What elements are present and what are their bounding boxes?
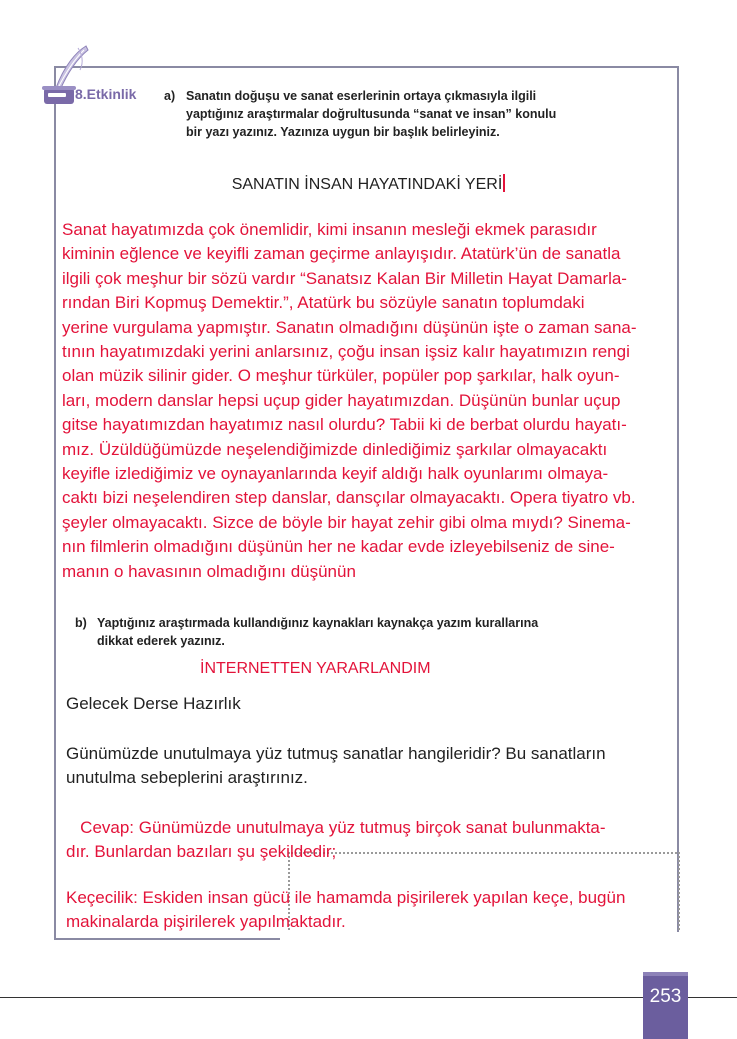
- essay-line: nın filmlerin olmadığını düşünün her ne kadar evde izleyebilseniz de sine-: [62, 537, 615, 557]
- essay-line: olan müzik silinir gider. O meşhur türküler, popüler pop şarkılar, halk oyun-: [62, 366, 620, 386]
- footer-rule: [0, 997, 737, 998]
- instruction-line: dikkat ederek yazınız.: [97, 634, 225, 648]
- instruction-line: bir yazı yazınız. Yazınıza uygun bir başlık belirleyiniz.: [186, 125, 500, 139]
- frame-gap: [280, 932, 690, 946]
- prep-question: [66, 742, 686, 790]
- essay-line: rından Biri Kopmuş Demektir.”, Atatürk bu sözüyle sanatın toplumdaki: [62, 293, 585, 313]
- essay-line: tının hayatımızdaki yerini anlarsınız, çoğu insan işsiz kalır hayatımızın rengi: [62, 342, 630, 362]
- question-line: unutulma sebeplerini araştırınız.: [66, 768, 308, 787]
- essay-line: ları, modern danslar hepsi uçup gider hayatımızdan. Düşünün bunlar uçup: [62, 390, 621, 410]
- essay-line: şeyler olmayacaktı. Sizce de böyle bir hayat zehir gibi olma mıydı? Sinema-: [62, 512, 631, 532]
- essay-title-text: SANATIN İNSAN HAYATINDAKİ YERİ: [231, 176, 503, 193]
- prep-answer[interactable]: [66, 816, 686, 864]
- essay-line: keyifle izlediğimiz ve oynayanlarında keyif aldığı halk oyunlarımı olmaya-: [62, 464, 609, 484]
- answer-line: Cevap: Günümüzde unutulmaya yüz tutmuş birçok sanat bulunmakta-: [66, 818, 606, 837]
- part-a-instruction: [186, 87, 656, 141]
- prep-example[interactable]: [66, 886, 686, 934]
- example-line: makinalarda pişirilerek yapılmaktadır.: [66, 912, 346, 931]
- essay-line: yerine vurgulama yapmıştır. Sanatın olmadığını düşünün işte o zaman sana-: [62, 317, 637, 337]
- sources-answer[interactable]: İNTERNETTEN YARARLANDIM: [200, 660, 431, 677]
- essay-line: kiminin eğlence ve keyifli zaman geçirme anlayışıdır. Atatürk’ün de sanatla: [62, 244, 621, 264]
- essay-title[interactable]: [0, 174, 737, 194]
- instruction-line: Yaptığınız araştırmada kullandığınız kaynakları kaynakça yazım kurallarına: [97, 616, 539, 630]
- part-a-letter: a): [164, 89, 176, 103]
- prep-title: Gelecek Derse Hazırlık: [66, 694, 241, 713]
- page-number: 253: [649, 986, 682, 1007]
- question-line: Günümüzde unutulmaya yüz tutmuş sanatlar hangileridir? Bu sanatların: [66, 744, 606, 763]
- essay-line: caktı bizi neşelendiren step danslar, dansçılar olmayacaktı. Opera tiyatro vb.: [62, 488, 636, 508]
- part-b-instruction: [97, 614, 657, 650]
- text-cursor: [503, 174, 505, 192]
- essay-answer-area[interactable]: [62, 218, 694, 584]
- answer-line: dır. Bunlardan bazıları şu şekildedir;: [66, 842, 337, 861]
- activity-label: 8.Etkinlik: [75, 86, 137, 102]
- instruction-line: yaptığınız araştırmalar doğrultusunda “sanat ve insan” konulu: [186, 107, 557, 121]
- essay-line: gitse hayatımızdan hayatımız nasıl olurdu? Tabii ki de berbat olurdu hayatı-: [62, 415, 627, 435]
- essay-line: mız. Üzüldüğümüzde neşelendiğimizde dinlediğimiz şarkılar olmayacaktı: [62, 439, 608, 459]
- essay-line: Sanat hayatımızda çok önemlidir, kimi insanın mesleği ekmek parasıdır: [62, 220, 597, 239]
- instruction-line: Sanatın doğuşu ve sanat eserlerinin ortaya çıkmasıyla ilgili: [186, 89, 537, 103]
- essay-line: manın o havasının olmadığını düşünün: [62, 561, 356, 581]
- essay-line: ilgili çok meşhur bir sözü vardır “Sanatsız Kalan Bir Milletin Hayat Damarla-: [62, 268, 627, 288]
- example-line: Keçecilik: Eskiden insan gücü ile hamamda pişirilerek yapılan keçe, bugün: [66, 888, 626, 907]
- part-b-letter: b): [75, 616, 87, 630]
